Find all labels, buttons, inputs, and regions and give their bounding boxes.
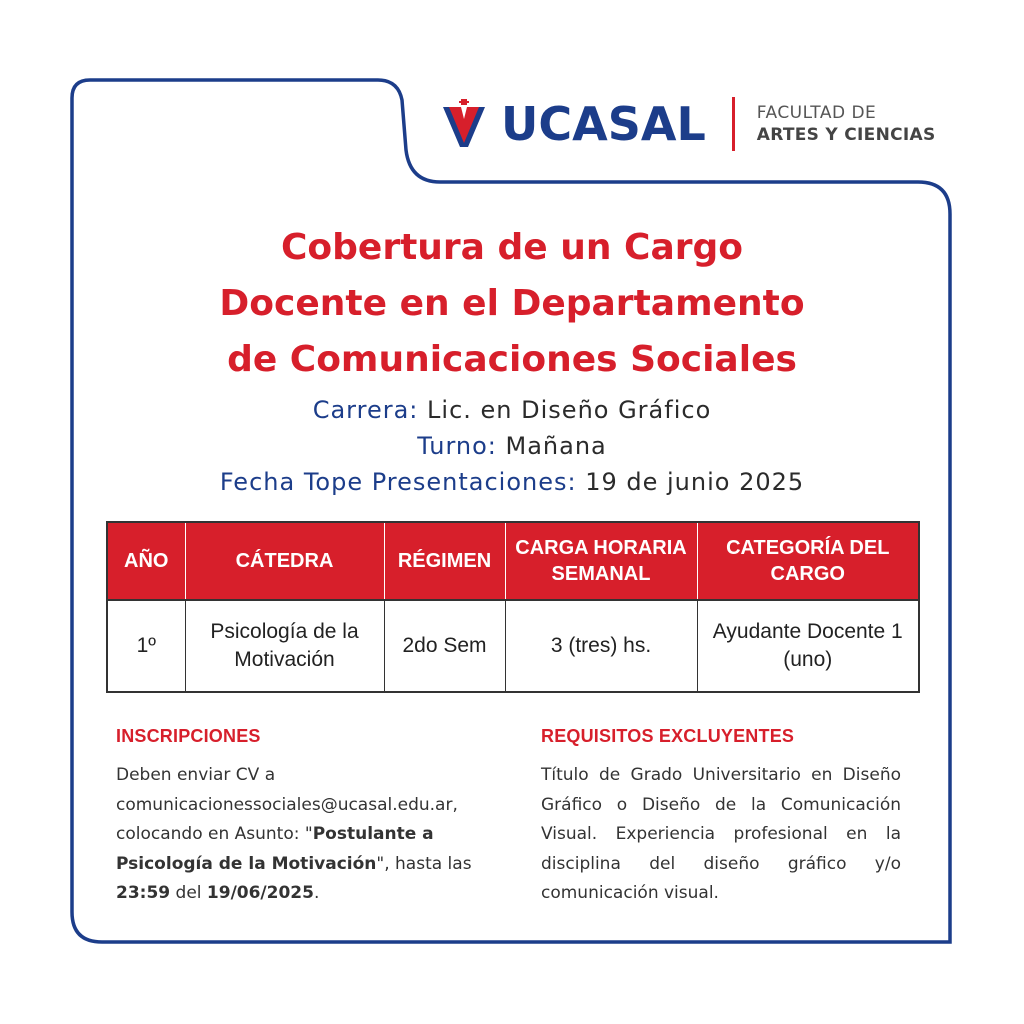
ucasal-logo [441, 96, 936, 152]
header-carga-horaria: CARGA HORARIA SEMANAL [505, 522, 697, 600]
requisitos-section [541, 726, 901, 909]
cell-catedra: Psicología de la Motivación [185, 600, 384, 692]
cell-anio: 1º [107, 600, 185, 692]
fecha-label: Fecha Tope Presentaciones: [219, 468, 577, 496]
inscripciones-text-4: . [313, 883, 320, 903]
turno-line [100, 428, 924, 464]
faculty-line-2: ARTES Y CIENCIAS [756, 125, 936, 145]
header-anio: AÑO [107, 522, 185, 600]
cell-carga-horaria: 3 (tres) hs. [505, 600, 697, 692]
inscripciones-text-1: Deben enviar CV a comunicacionessociales@ucasal.edu.ar, colocando en Asunto: " [116, 765, 458, 844]
position-info [100, 392, 924, 500]
title-line-2: Docente en el Departamento [219, 283, 805, 324]
requisitos-heading: REQUISITOS EXCLUYENTES [541, 726, 795, 746]
turno-value: Mañana [505, 432, 607, 460]
title-line-1: Cobertura de un Cargo [281, 227, 743, 268]
title-line-3: de Comunicaciones Sociales [227, 339, 797, 380]
inscripciones-subject: Postulante a Psicología de la Motivación [116, 824, 434, 874]
inscripciones-text [116, 761, 516, 909]
inscripciones-heading: INSCRIPCIONES [116, 726, 261, 746]
carrera-line [100, 392, 924, 428]
inscripciones-section [116, 726, 516, 909]
inscripciones-text-3: del [170, 883, 207, 903]
page-title [100, 220, 924, 388]
fecha-value: 19 de junio 2025 [585, 468, 805, 496]
table-row [107, 600, 919, 692]
carrera-label: Carrera: [312, 396, 419, 424]
logo-separator [732, 97, 735, 151]
ucasal-emblem-icon [441, 99, 487, 149]
header-catedra: CÁTEDRA [185, 522, 384, 600]
table-header-row [107, 522, 919, 600]
turno-label: Turno: [417, 432, 497, 460]
inscripciones-text-2: ", hasta las [376, 853, 472, 874]
brand-name: UCASAL [501, 97, 706, 151]
header-categoria: CATEGORÍA DEL CARGO [697, 522, 919, 600]
faculty-label [757, 102, 936, 146]
carrera-value: Lic. en Diseño Gráfico [427, 396, 712, 424]
faculty-line-1: FACULTAD DE [756, 103, 877, 123]
cell-categoria: Ayudante Docente 1 (uno) [712, 620, 903, 671]
inscripciones-time: 23:59 [116, 883, 171, 903]
header-regimen: RÉGIMEN [384, 522, 505, 600]
inscripciones-date: 19/06/2025 [206, 883, 314, 903]
cell-regimen: 2do Sem [384, 600, 505, 692]
fecha-line [100, 464, 924, 500]
position-table [106, 521, 918, 693]
requisitos-text: Título de Grado Universitario en Diseño Gráfico o Diseño de la Comunicación Visual. Experiencia profesional en la disciplina del diseño gráfico y/o comunicación visual. [541, 765, 901, 903]
